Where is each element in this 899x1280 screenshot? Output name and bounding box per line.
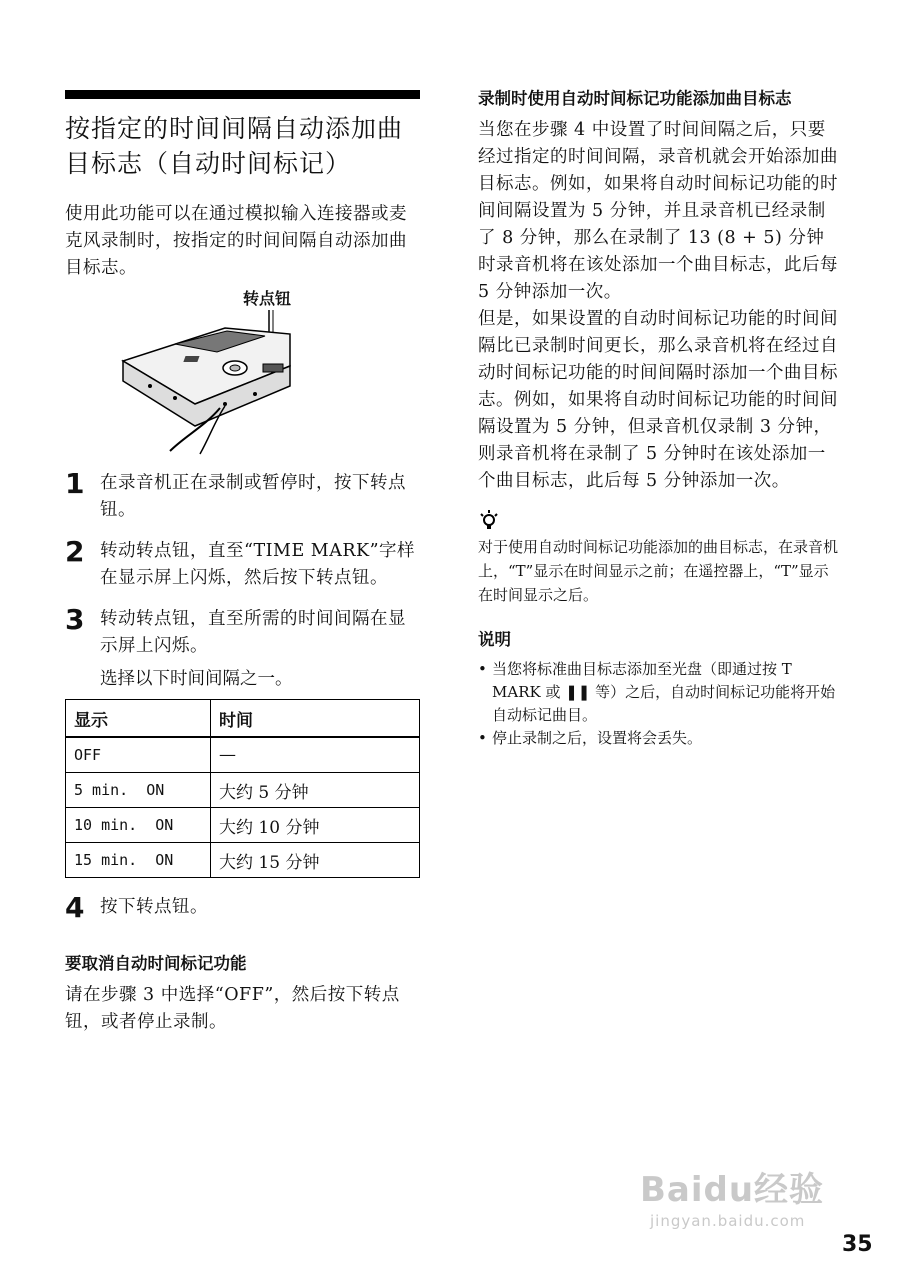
table-cell: OFF: [66, 737, 211, 773]
page-number: 35: [842, 1232, 873, 1257]
table-cell: —: [211, 737, 420, 773]
step-1: [65, 467, 420, 524]
table-cell: 10 min. ON: [66, 808, 211, 843]
right-paragraph-1: 当您在步骤 4 中设置了时间间隔之后，只要经过指定的时间间隔，录音机就会开始添加曲目标志。例如，如果将自动时间标记功能的时间间隔设置为 5 分钟，并且录音机已经录制了 8 分钟，那么在录制了 13 (8 + 5) 分钟时录音机将在该处添加一个曲目标志，此后每 5 分钟添加一次。: [478, 120, 838, 302]
hint-icon-wrapper: [478, 509, 838, 531]
step-2-number: 2: [65, 535, 85, 568]
section-rule: [65, 90, 420, 99]
figure-callout-label: 转点钮: [243, 289, 292, 308]
step-3-subtext: 选择以下时间间隔之一。: [100, 669, 293, 689]
page-title: 按指定的时间间隔自动添加曲目标志（自动时间标记）: [65, 114, 404, 178]
table-cell: 大约 5 分钟: [211, 773, 420, 808]
step-1-text: 在录音机正在录制或暂停时，按下转点钮。: [100, 473, 406, 520]
baidu-watermark: [640, 1150, 860, 1240]
table-cell: 5 min. ON: [66, 773, 211, 808]
cancel-text: 请在步骤 3 中选择“OFF”，然后按下转点钮，或者停止录制。: [65, 985, 400, 1032]
step-2-text: 转动转点钮，直至“TIME MARK”字样在显示屏上闪烁，然后按下转点钮。: [100, 541, 416, 588]
right-column: [478, 90, 838, 750]
table-row: [66, 737, 420, 773]
device-figure: [65, 286, 420, 456]
list-item: • 停止录制之后，设置将会丢失。: [478, 727, 838, 750]
table-row: [66, 773, 420, 808]
step-1-number: 1: [65, 467, 85, 500]
step-3-text: 转动转点钮，直至所需的时间间隔在显示屏上闪烁。: [100, 609, 406, 656]
table-cell: 大约 15 分钟: [211, 843, 420, 878]
step-4-text: 按下转点钮。: [100, 897, 208, 917]
right-paragraph-2: 但是，如果设置的自动时间标记功能的时间间隔比已录制时间更长，那么录音机将在经过自动时间标记功能的时间间隔时添加一个曲目标志。例如，如果将自动时间标记功能的时间间隔设置为 5 分钟，但录音机仅录制 3 分钟，则录音机将在录制了 5 分钟时在该处添加一个曲目标志，此后每 5 分钟添加一次。: [478, 309, 838, 491]
interval-table: [65, 699, 420, 878]
cancel-heading: 要取消自动时间标记功能: [65, 954, 247, 973]
notes-section: [478, 627, 838, 750]
table-cell: 大约 10 分钟: [211, 808, 420, 843]
table-row: [66, 843, 420, 878]
right-heading: 录制时使用自动时间标记功能添加曲目标志: [478, 89, 792, 108]
table-header-row: [66, 700, 420, 738]
notes-heading: 说明: [478, 630, 511, 649]
step-4-number: 4: [65, 891, 85, 924]
table-row: [66, 808, 420, 843]
hint-text: 对于使用自动时间标记功能添加的曲目标志，在录音机上，“T”显示在时间显示之前；在遥控器上，“T”显示在时间显示之后。: [478, 538, 839, 604]
step-4: [65, 891, 420, 924]
cancel-section: [65, 951, 420, 1036]
minidisc-recorder-illustration: [115, 286, 355, 456]
lightbulb-icon: [478, 509, 500, 531]
table-header-time: 时间: [211, 700, 420, 738]
left-column: [65, 90, 420, 1036]
list-item: • 当您将标准曲目标志添加至光盘（即通过按 T MARK 或 ❚❚ 等）之后，自动时间标记功能将开始自动标记曲目。: [478, 658, 838, 727]
watermark-url-text: jingyan.baidu.com: [650, 1212, 806, 1230]
step-3-number: 3: [65, 603, 85, 636]
notes-list: [478, 658, 838, 750]
table-cell: 15 min. ON: [66, 843, 211, 878]
table-header-display: 显示: [66, 700, 211, 738]
watermark-main-text: Baidu经验: [640, 1170, 825, 1210]
intro-paragraph: 使用此功能可以在通过模拟输入连接器或麦克风录制时，按指定的时间间隔自动添加曲目标志。: [65, 204, 407, 278]
step-2: [65, 535, 420, 592]
step-3: [65, 603, 420, 660]
